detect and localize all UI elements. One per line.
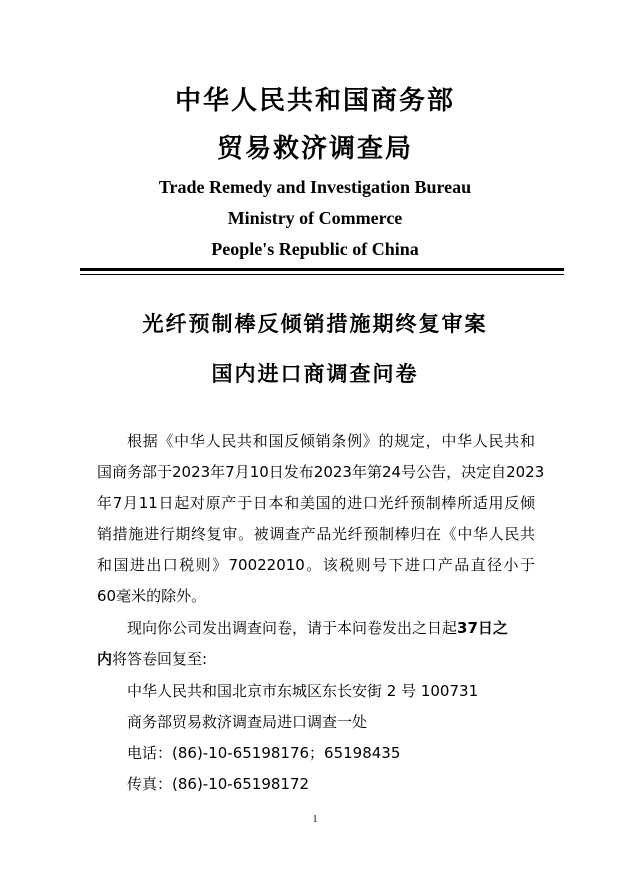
paragraph-1-line-3: 年7月11日起对原产于日本和美国的进口光纤预制棒所适用反倾 — [97, 494, 535, 512]
contact-phone: 电话：(86)-10-65198176；65198435 — [127, 744, 401, 762]
reply-to-text: 将答卷回复至: — [112, 650, 208, 668]
deadline-text: 37日之 — [457, 619, 508, 637]
header-rule-thin — [80, 274, 564, 275]
deadline-text-cont: 内 — [97, 650, 113, 668]
bureau-title-cn: 贸易救济调查局 — [216, 134, 413, 164]
paragraph-2-text: 现向你公司发出调查问卷，请于本问卷发出之日起 — [127, 619, 458, 637]
paragraph-1-line-1: 根据《中华人民共和国反倾销条例》的规定，中华人民共和 — [127, 432, 535, 450]
ministry-title-cn: 中华人民共和国商务部 — [174, 86, 455, 116]
contact-office: 商务部贸易救济调查局进口调查一处 — [127, 713, 368, 731]
ministry-title-en: Ministry of Commerce — [227, 208, 403, 228]
contact-address: 中华人民共和国北京市东城区东长安街 2 号 100731 — [127, 682, 479, 700]
paragraph-1-line-6: 60毫米的除外。 — [97, 587, 207, 605]
page-number: 1 — [312, 814, 318, 825]
paragraph-1-line-4: 销措施进行期终复审。被调查产品光纤预制棒归在《中华人民共 — [97, 525, 535, 543]
case-title: 光纤预制棒反倾销措施期终复审案 — [142, 312, 488, 336]
paragraph-1-line-5: 和国进出口税则》70022010。该税则号下进口产品直径小于 — [97, 556, 535, 574]
country-title-en: People's Republic of China — [211, 239, 419, 259]
paragraph-1-line-2: 国商务部于2023年7月10日发布2023年第24号公告，决定自2023 — [97, 463, 545, 481]
paragraph-2-line-1 — [127, 618, 508, 638]
paragraph-2-line-2 — [97, 649, 207, 669]
contact-fax: 传真：(86)-10-65198172 — [127, 775, 310, 793]
header-rule-thick — [80, 268, 564, 271]
questionnaire-title: 国内进口商调查问卷 — [211, 362, 419, 386]
bureau-title-en: Trade Remedy and Investigation Bureau — [158, 177, 472, 197]
